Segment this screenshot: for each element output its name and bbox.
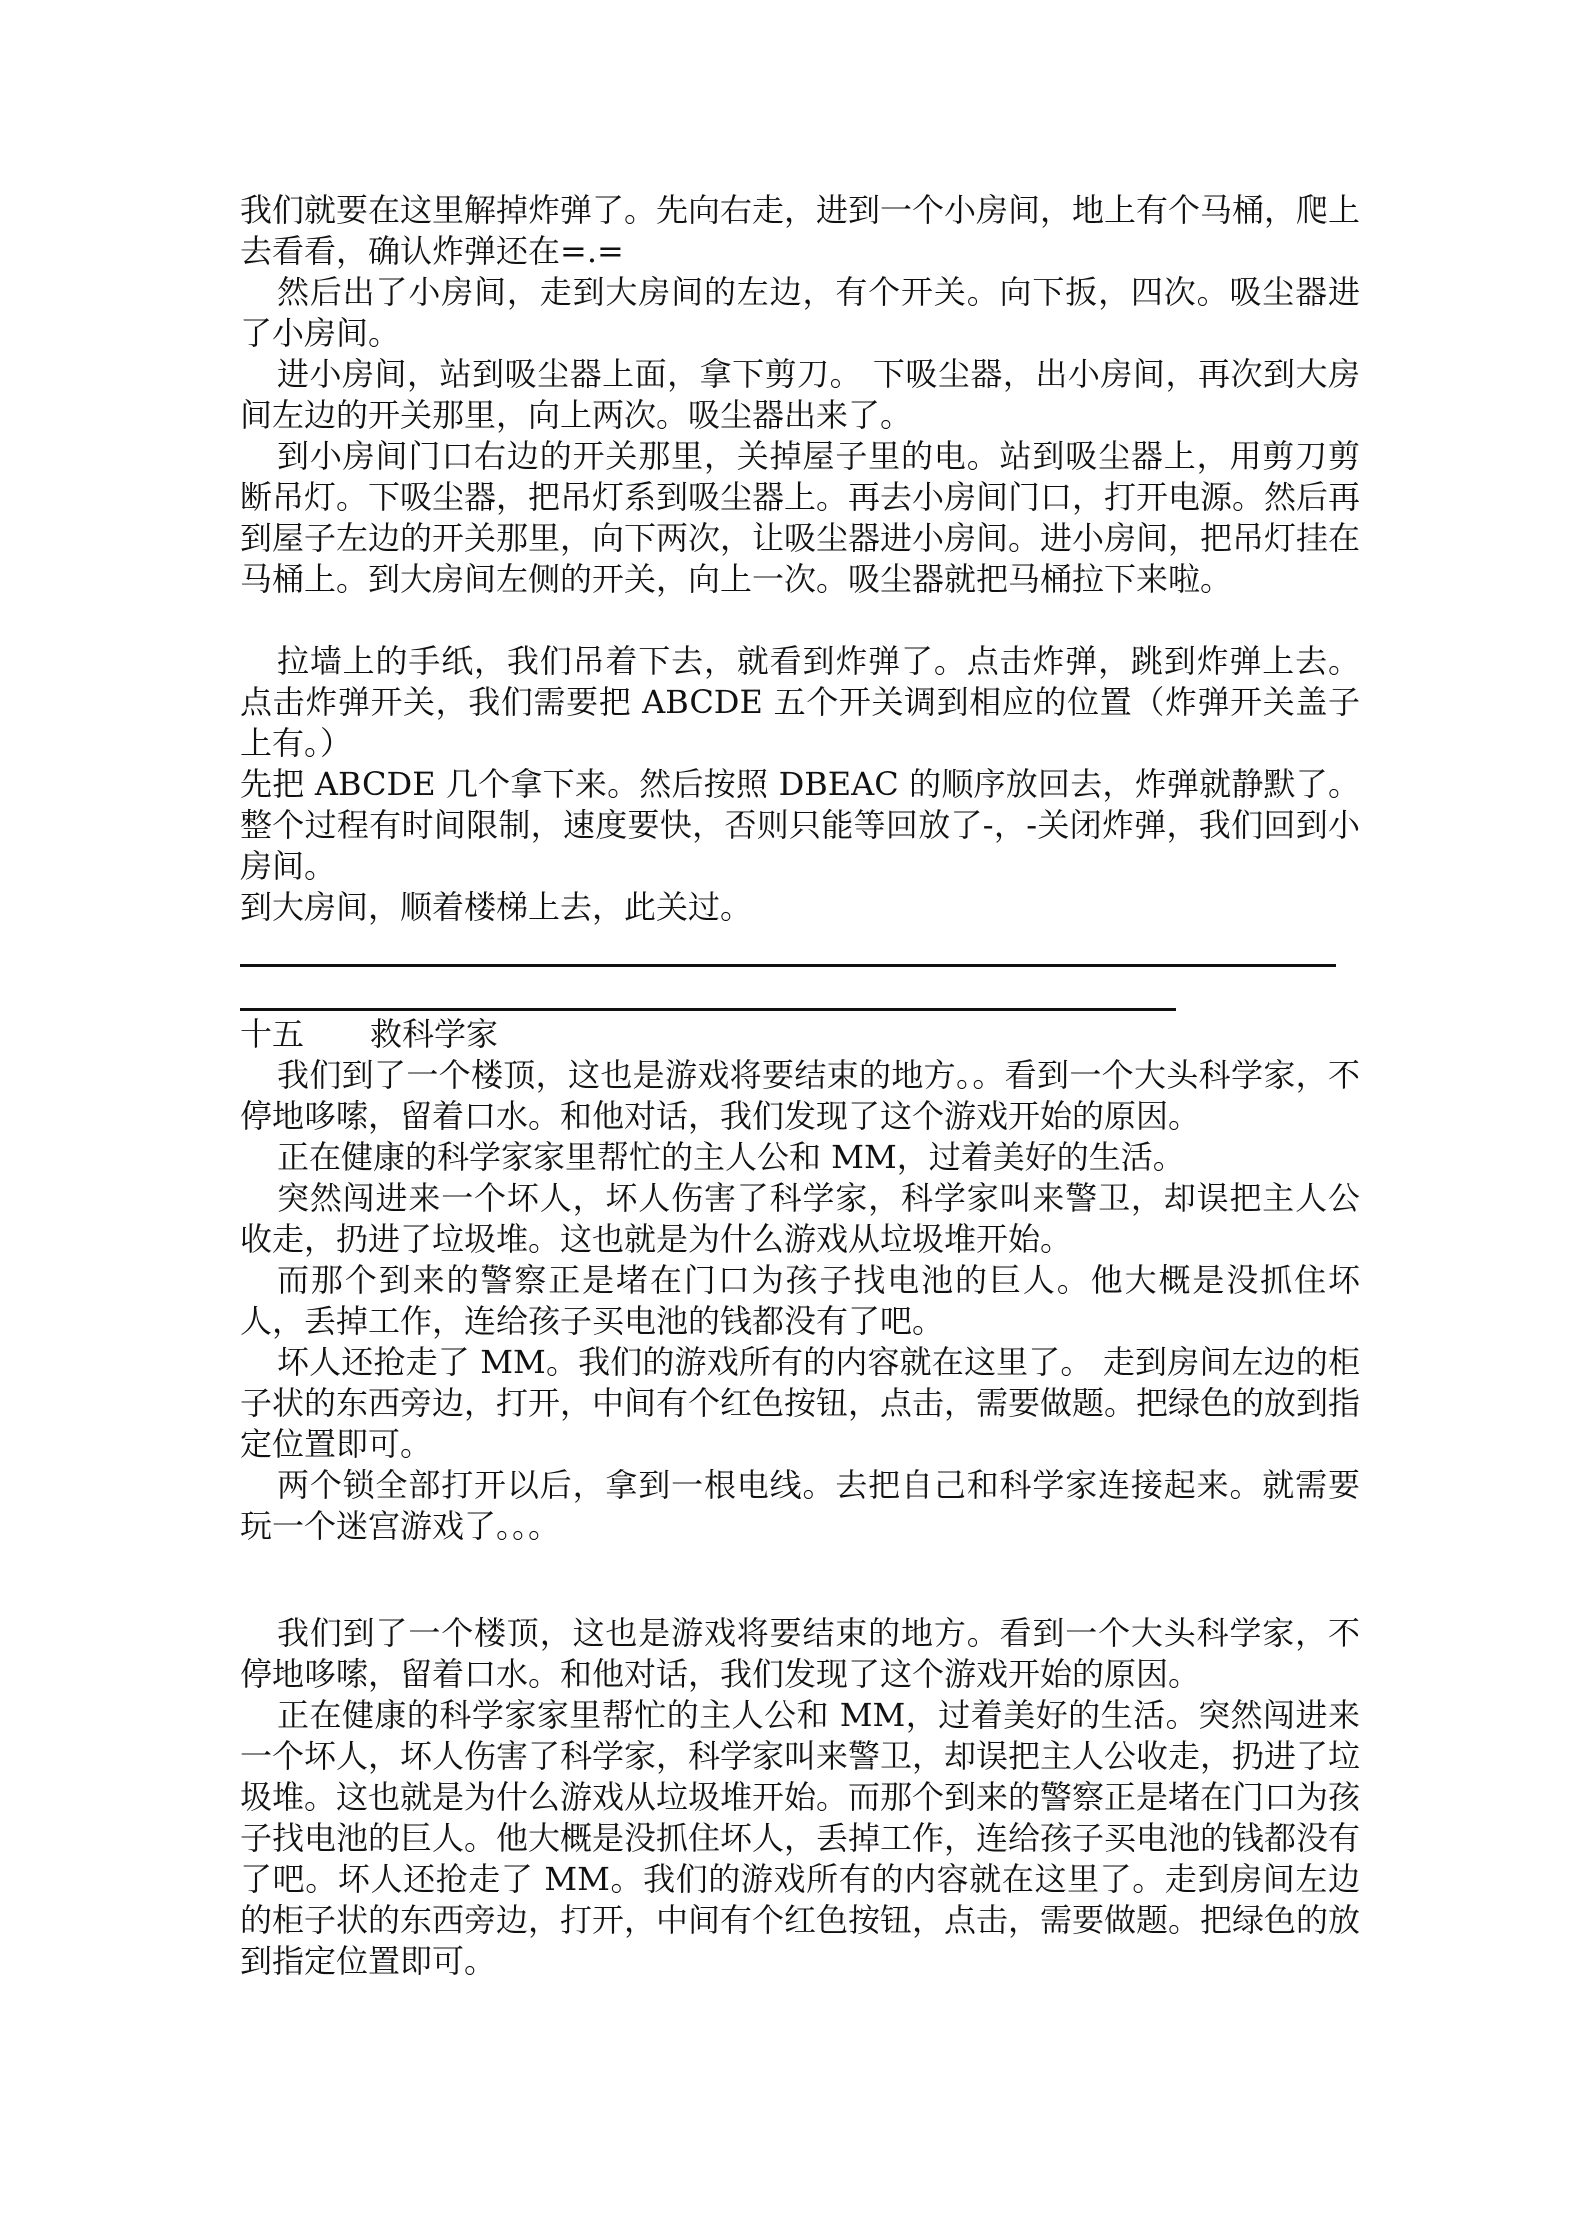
blank-line — [240, 600, 1360, 641]
paragraph: 我们到了一个楼顶，这也是游戏将要结束的地方。看到一个大头科学家，不停地哆嗦，留着口水。和他对话，我们发现了这个游戏开始的原因。 — [240, 1614, 1360, 1693]
paragraph: 进小房间，站到吸尘器上面，拿下剪刀。 下吸尘器，出小房间，再次到大房间左边的开关那里，向上两次。吸尘器出来了。 — [240, 355, 1360, 434]
paragraph: 到大房间，顺着楼梯上去，此关过。 — [240, 888, 753, 926]
paragraph: 到小房间门口右边的开关那里，关掉屋子里的电。站到吸尘器上，用剪刀剪断吊灯。下吸尘器，把吊灯系到吸尘器上。再去小房间门口，打开电源。然后再到屋子左边的开关那里，向下两次，让吸尘器进小房间。进小房间，把吊灯挂在马桶上。到大房间左侧的开关，向上一次。吸尘器就把马桶拉下来啦。 — [240, 437, 1361, 598]
paragraph: 先把 ABCDE 几个拿下来。然后按照 DBEAC 的顺序放回去，炸弹就静默了。整个过程有时间限制，速度要快，否则只能等回放了-，-关闭炸弹，我们回到小房间。 — [240, 765, 1360, 885]
paragraph: 我们就要在这里解掉炸弹了。先向右走，进到一个小房间，地上有个马桶，爬上去看看，确认炸弹还在=.= — [240, 191, 1361, 270]
paragraph: 两个锁全部打开以后，拿到一根电线。去把自己和科学家连接起来。就需要玩一个迷宫游戏了。。。 — [240, 1466, 1360, 1545]
paragraph: 正在健康的科学家家里帮忙的主人公和 MM，过着美好的生活。 — [277, 1138, 1185, 1176]
chapter-title: 救科学家 — [370, 1015, 499, 1053]
summary-section — [240, 1613, 1360, 1982]
paragraph: 正在健康的科学家家里帮忙的主人公和 MM，过着美好的生活。突然闯进来一个坏人，坏人伤害了科学家，科学家叫来警卫，却误把主人公收走，扔进了垃圾堆。这也就是为什么游戏从垃圾堆开始。而那个到来的警察正是堵在门口为孩子找电池的巨人。他大概是没抓住坏人，丢掉工作，连给孩子买电池的钱都没有了吧。坏人还抢走了 MM。我们的游戏所有的内容就在这里了。走到房间左边的柜子状的东西旁边，打开，中间有个红色按钮，点击，需要做题。把绿色的放到指定位置即可。 — [240, 1696, 1361, 1980]
paragraph: 突然闯进来一个坏人，坏人伤害了科学家，科学家叫来警卫，却误把主人公收走，扔进了垃圾堆。这也就是为什么游戏从垃圾堆开始。 — [240, 1179, 1360, 1258]
horizontal-divider — [240, 1008, 1176, 1011]
paragraph: 而那个到来的警察正是堵在门口为孩子找电池的巨人。他大概是没抓住坏人，丢掉工作，连给孩子买电池的钱都没有了吧。 — [240, 1261, 1360, 1340]
rescue-scientist-section — [240, 1013, 1360, 1547]
chapter-heading — [240, 1013, 1360, 1055]
chapter-number: 十五 — [240, 1015, 305, 1053]
paragraph: 坏人还抢走了 MM。我们的游戏所有的内容就在这里了。 走到房间左边的柜子状的东西旁边，打开，中间有个红色按钮，点击，需要做题。把绿色的放到指定位置即可。 — [240, 1343, 1361, 1463]
paragraph: 拉墙上的手纸，我们吊着下去，就看到炸弹了。点击炸弹，跳到炸弹上去。点击炸弹开关，我们需要把 ABCDE 五个开关调到相应的位置（炸弹开关盖子上有。） — [240, 642, 1360, 762]
paragraph: 然后出了小房间，走到大房间的左边，有个开关。向下扳，四次。吸尘器进了小房间。 — [240, 273, 1360, 352]
bomb-walkthrough-section — [240, 190, 1360, 928]
horizontal-divider — [240, 964, 1336, 967]
paragraph: 我们到了一个楼顶，这也是游戏将要结束的地方。。看到一个大头科学家，不停地哆嗦，留着口水。和他对话，我们发现了这个游戏开始的原因。 — [240, 1056, 1360, 1135]
